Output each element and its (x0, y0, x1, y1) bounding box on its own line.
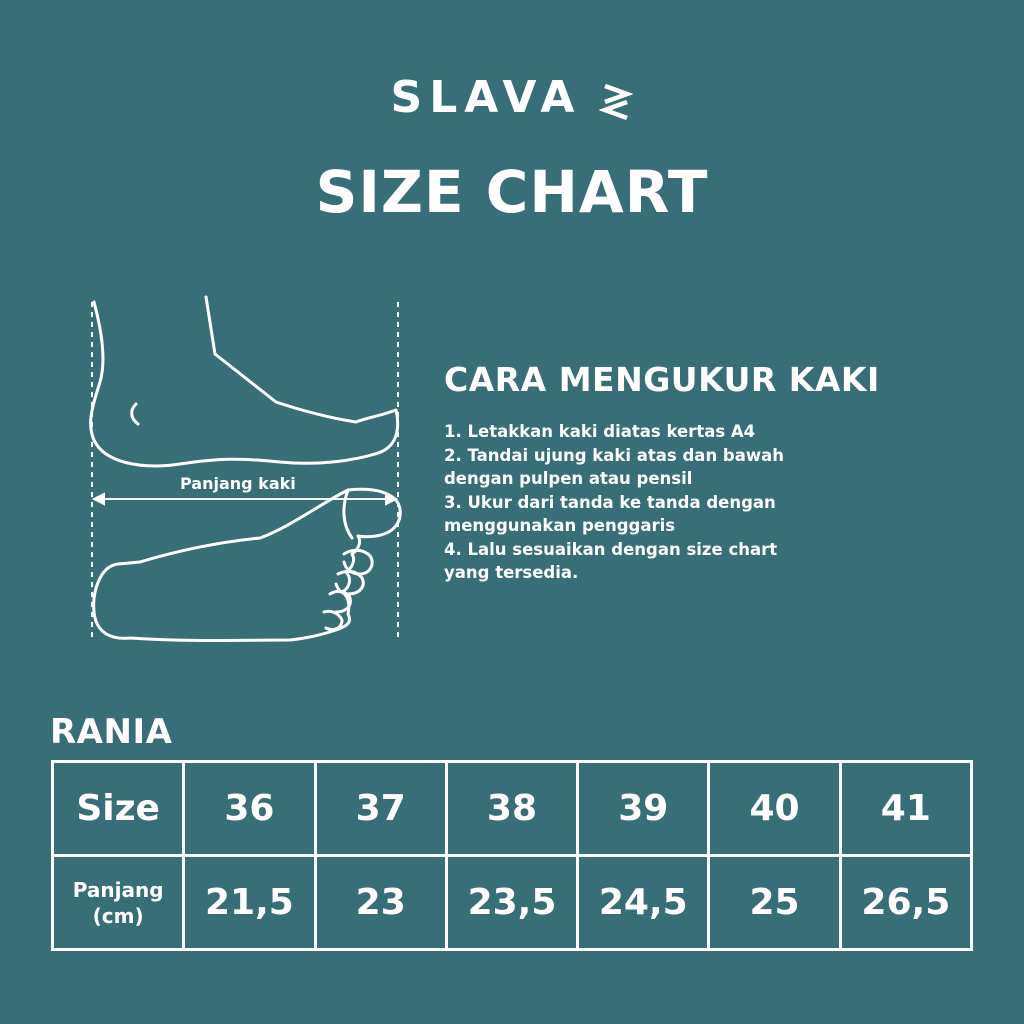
length-cell: 23 (315, 856, 446, 950)
measure-arrow-right-head (386, 494, 396, 504)
size-row (53, 762, 972, 856)
size-cell: 36 (184, 762, 315, 856)
size-cell: 37 (315, 762, 446, 856)
brand-name: SLAVA (390, 72, 582, 123)
size-cell: 38 (446, 762, 577, 856)
step-line: 3. Ukur dari tanda ke tanda dengan (444, 492, 776, 512)
step-line: menggunakan penggaris (444, 516, 676, 535)
step-line: 1. Letakkan kaki diatas kertas A4 (444, 422, 756, 441)
brand-header (0, 72, 1024, 123)
length-row-label (53, 856, 184, 950)
length-cell: 23,5 (446, 856, 577, 950)
top-foot-outline (94, 489, 401, 640)
size-table (51, 760, 973, 951)
size-cell: 41 (840, 762, 971, 856)
length-row-label-line1: Panjang (72, 877, 164, 902)
big-toe-outline (344, 490, 352, 538)
length-cell: 25 (709, 856, 840, 950)
foot-measure-illustration (80, 292, 420, 652)
measure-arrow-left-head (94, 494, 104, 504)
toe-five-outline (324, 611, 342, 629)
length-cell: 24,5 (578, 856, 709, 950)
side-foot-outline (91, 297, 398, 466)
length-cell: 21,5 (184, 856, 315, 950)
howto-steps (444, 420, 864, 585)
measure-label: Panjang kaki (180, 474, 296, 493)
size-cell: 39 (578, 762, 709, 856)
step-line: 4. Lalu sesuaikan dengan size chart (444, 539, 778, 559)
howto-heading: CARA MENGUKUR KAKI (444, 360, 880, 399)
size-cell: 40 (709, 762, 840, 856)
step-line: 2. Tandai ujung kaki atas dan bawah (444, 445, 785, 465)
page-title: SIZE CHART (315, 158, 709, 226)
step-line: dengan pulpen atau pensil (444, 469, 693, 488)
slava-logo-icon (599, 80, 633, 120)
step-line: yang tersedia. (444, 563, 579, 582)
ankle-bone-outline (132, 404, 138, 424)
length-cell: 26,5 (840, 856, 971, 950)
size-row-label: Size (53, 762, 184, 856)
length-row (53, 856, 972, 950)
model-name: RANIA (50, 712, 173, 752)
length-row-label-line2: (cm) (92, 903, 144, 928)
